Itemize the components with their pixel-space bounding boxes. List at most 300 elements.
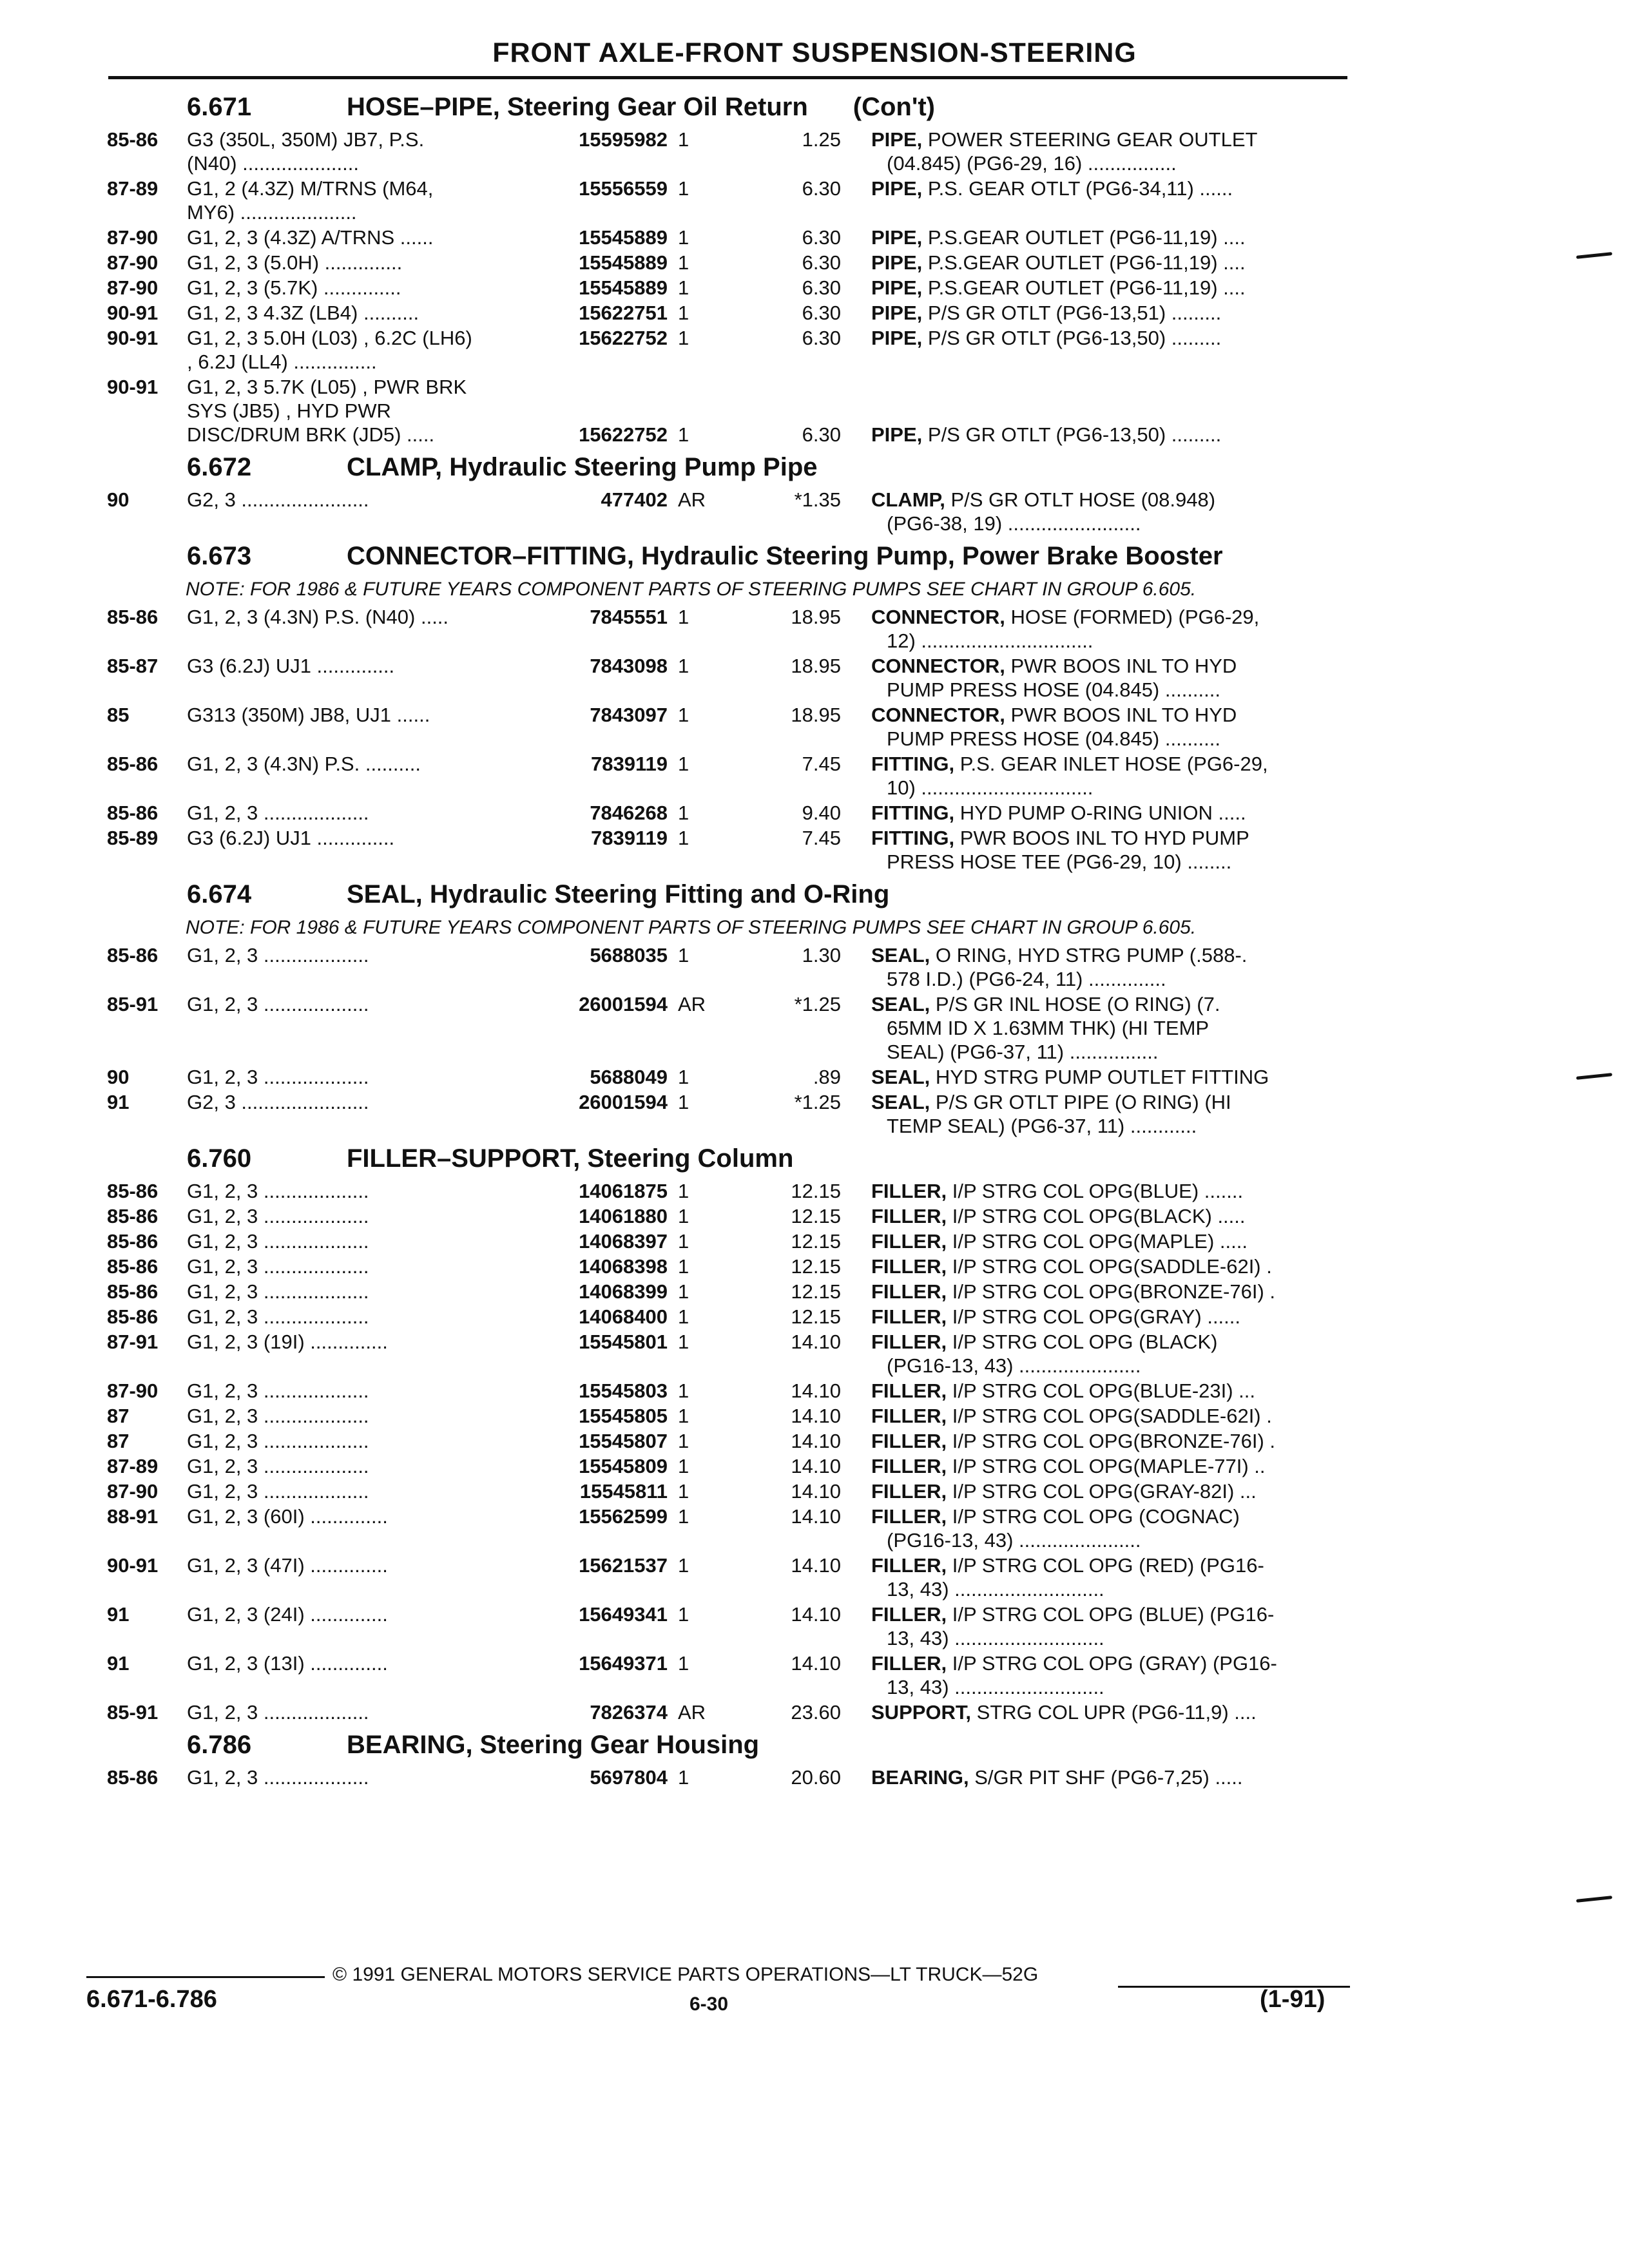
table-row [0, 1602, 1629, 1651]
application-line: G1, 2, 3 (5.0H) .............. [187, 251, 403, 274]
application [187, 1280, 535, 1303]
description-label: CLAMP, [871, 488, 945, 511]
description-line: SEAL) (PG6-37, 11) ................ [887, 1041, 1159, 1063]
section-note: NOTE: FOR 1986 & FUTURE YEARS COMPONENT PARTS OF STEERING PUMPS SEE CHART IN GROUP 6.605. [186, 579, 1197, 600]
description-text: I/P STRG COL OPG(BLACK) ..... [952, 1205, 1246, 1227]
application [187, 375, 535, 447]
table-row [0, 1765, 1629, 1791]
description-label: CONNECTOR, [871, 655, 1005, 677]
part-number: 15649371 [579, 1652, 668, 1675]
table-row [0, 826, 1629, 875]
model-years: 87-89 [107, 1455, 159, 1477]
price: 20.60 [791, 1766, 841, 1789]
description-line [871, 1379, 1345, 1403]
application [187, 1065, 535, 1089]
description-label: FILLER, [871, 1652, 947, 1675]
footer-copyright: © 1991 GENERAL MOTORS SERVICE PARTS OPERATIONS—LT TRUCK—52G [333, 1964, 1039, 1985]
description-line [871, 1700, 1345, 1724]
description-text: I/P STRG COL OPG(MAPLE-77I) .. [952, 1455, 1266, 1477]
table-row [0, 1280, 1629, 1305]
application-line: G1, 2, 3 ................... [187, 1205, 369, 1227]
description-label: FILLER, [871, 1505, 947, 1528]
description-text: P.S. GEAR OTLT (PG6-34,11) ...... [927, 177, 1233, 200]
description-line: 13, 43) ........................... [887, 1627, 1104, 1649]
footer-rule-left [86, 1976, 325, 1978]
part-number: 14061875 [579, 1180, 668, 1202]
description-label: FILLER, [871, 1255, 947, 1278]
application [187, 1454, 535, 1478]
application-line: G1, 2, 3 (47I) .............. [187, 1554, 388, 1577]
description-line [871, 801, 1345, 825]
quantity: 1 [678, 1205, 689, 1227]
section-number: 6.786 [187, 1731, 252, 1759]
description [871, 752, 1345, 800]
description-text: S/GR PIT SHF (PG6-7,25) ..... [974, 1766, 1243, 1789]
description-label: FILLER, [871, 1331, 947, 1353]
application [187, 276, 535, 300]
quantity: AR [678, 488, 706, 511]
description [871, 1429, 1345, 1453]
price: 14.10 [791, 1505, 841, 1528]
price: 14.10 [791, 1652, 841, 1675]
section-heading [0, 1139, 1629, 1179]
description-line [871, 1404, 1345, 1428]
description-line [871, 1602, 1345, 1626]
application [187, 992, 535, 1016]
quantity: 1 [678, 1066, 689, 1088]
description [871, 1229, 1345, 1253]
description-line [871, 1229, 1345, 1253]
description-label: FILLER, [871, 1180, 947, 1202]
description-line: 13, 43) ........................... [887, 1578, 1104, 1600]
application [187, 1429, 535, 1453]
model-years: 85-89 [107, 827, 159, 849]
model-years: 90 [107, 488, 130, 511]
footer-revision-date: (1-91) [1260, 1986, 1325, 2013]
model-years: 90-91 [107, 302, 159, 324]
price: 1.25 [802, 128, 841, 151]
description-text: I/P STRG COL OPG(GRAY) ...... [952, 1305, 1241, 1328]
description-label: PIPE, [871, 276, 923, 299]
application-line: G1, 2, 3 ................... [187, 802, 369, 824]
quantity: 1 [678, 1766, 689, 1789]
application-line: , 6.2J (LL4) ............... [187, 351, 377, 373]
quantity: 1 [678, 655, 689, 677]
application-line: G1, 2, 3 ................... [187, 1766, 369, 1789]
price: 14.10 [791, 1603, 841, 1626]
application-line: G1, 2, 3 ................... [187, 1305, 369, 1328]
part-number: 15545807 [579, 1430, 668, 1452]
description-text: O RING, HYD STRG PUMP (.588-. [935, 944, 1248, 966]
application [187, 1330, 535, 1354]
description-text: I/P STRG COL OPG(BLUE-23I) ... [952, 1379, 1256, 1402]
application-line: MY6) ..................... [187, 201, 357, 224]
description-line [871, 1454, 1345, 1478]
description [871, 1651, 1345, 1699]
table-row [0, 943, 1629, 992]
part-number: 14068397 [579, 1230, 668, 1253]
model-years: 85-86 [107, 128, 159, 151]
application-line: G3 (6.2J) UJ1 .............. [187, 655, 395, 677]
application [187, 1404, 535, 1428]
application-line: G1, 2, 3 ................... [187, 1280, 369, 1303]
quantity: 1 [678, 1305, 689, 1328]
application-line: G1, 2 (4.3Z) M/TRNS (M64, [187, 177, 434, 200]
table-row [0, 1479, 1629, 1504]
description-line [871, 276, 1345, 300]
model-years: 87 [107, 1430, 130, 1452]
application-line: G1, 2, 3 ................... [187, 944, 369, 966]
description-text: P/S GR OTLT HOSE (08.948) [950, 488, 1216, 511]
description [871, 423, 1345, 447]
part-number: 7843098 [590, 655, 668, 677]
description-text: HOSE (FORMED) (PG6-29, [1010, 606, 1260, 628]
application [187, 1254, 535, 1278]
price: 7.45 [802, 827, 841, 849]
model-years: 85-86 [107, 944, 159, 966]
model-years: 85-86 [107, 1280, 159, 1303]
quantity: 1 [678, 1554, 689, 1577]
price: 6.30 [802, 251, 841, 274]
table-row [0, 375, 1629, 448]
model-years: 87-90 [107, 251, 159, 274]
table-row [0, 1204, 1629, 1229]
description [871, 1090, 1345, 1138]
application-line: G1, 2, 3 ................... [187, 1066, 369, 1088]
description-text: I/P STRG COL OPG (BLUE) (PG16- [952, 1603, 1275, 1626]
description-text: P.S.GEAR OUTLET (PG6-11,19) .... [927, 251, 1246, 274]
description-text: I/P STRG COL OPG(SADDLE-62I) . [952, 1405, 1272, 1427]
application [187, 301, 535, 325]
application [187, 1602, 535, 1626]
application [187, 605, 535, 629]
quantity: 1 [678, 1230, 689, 1253]
application-line: G1, 2, 3 (4.3N) P.S. .......... [187, 753, 421, 775]
quantity: 1 [678, 1331, 689, 1353]
application [187, 752, 535, 776]
model-years: 87-90 [107, 1379, 159, 1402]
price: 14.10 [791, 1405, 841, 1427]
application [187, 826, 535, 850]
model-years: 91 [107, 1603, 130, 1626]
application [187, 1765, 535, 1789]
application [187, 1379, 535, 1403]
description-text: P.S.GEAR OUTLET (PG6-11,19) .... [927, 276, 1246, 299]
description [871, 605, 1345, 653]
description-text: I/P STRG COL OPG (BLACK) [952, 1331, 1218, 1353]
quantity: 1 [678, 944, 689, 966]
description [871, 1602, 1345, 1650]
description [871, 326, 1345, 350]
description-text: P.S.GEAR OUTLET (PG6-11,19) .... [927, 226, 1246, 249]
application-line: G1, 2, 3 5.0H (L03) , 6.2C (LH6) [187, 327, 472, 349]
table-row [0, 752, 1629, 801]
part-number: 15545889 [579, 226, 668, 249]
price: 12.15 [791, 1280, 841, 1303]
section-heading [0, 537, 1629, 577]
table-row [0, 1305, 1629, 1330]
description-line [871, 423, 1345, 447]
application-line: SYS (JB5) , HYD PWR [187, 399, 391, 422]
description-label: FILLER, [871, 1205, 947, 1227]
table-row [0, 703, 1629, 752]
description-label: FILLER, [871, 1230, 947, 1253]
application [187, 1479, 535, 1503]
table-row [0, 177, 1629, 226]
part-number: 15545889 [579, 251, 668, 274]
section-heading [0, 88, 1629, 128]
description [871, 1553, 1345, 1601]
description-line: (PG16-13, 43) ...................... [887, 1529, 1141, 1552]
application-line: G1, 2, 3 (24I) .............. [187, 1603, 388, 1626]
quantity: 1 [678, 276, 689, 299]
model-years: 85-86 [107, 1766, 159, 1789]
section-number: 6.674 [187, 880, 252, 908]
price: 6.30 [802, 276, 841, 299]
description-label: FILLER, [871, 1305, 947, 1328]
description [871, 276, 1345, 300]
price: 12.15 [791, 1180, 841, 1202]
model-years: 88-91 [107, 1505, 159, 1528]
price: 18.95 [791, 655, 841, 677]
description [871, 301, 1345, 325]
part-number: 7846268 [590, 802, 668, 824]
description-line [871, 1179, 1345, 1203]
description-line [871, 1065, 1345, 1089]
part-number: 5697804 [590, 1766, 668, 1789]
table-row [0, 251, 1629, 276]
description-text: I/P STRG COL OPG(BRONZE-76I) . [952, 1430, 1275, 1452]
description-line: PRESS HOSE TEE (PG6-29, 10) ........ [887, 850, 1232, 873]
description-text: I/P STRG COL OPG(GRAY-82I) ... [952, 1480, 1257, 1503]
section-title: CONNECTOR–FITTING, Hydraulic Steering Pump, Power Brake Booster [347, 542, 1223, 570]
model-years: 85-86 [107, 753, 159, 775]
description-label: SEAL, [871, 1066, 930, 1088]
description-line: TEMP SEAL) (PG6-37, 11) ............ [887, 1115, 1197, 1137]
table-row [0, 605, 1629, 654]
part-number: 15545801 [579, 1331, 668, 1353]
description-text: HYD STRG PUMP OUTLET FITTING [935, 1066, 1269, 1088]
application [187, 801, 535, 825]
description-text: I/P STRG COL OPG(BRONZE-76I) . [952, 1280, 1275, 1303]
quantity: AR [678, 1701, 706, 1724]
application [187, 251, 535, 274]
description-text: P/S GR OTLT (PG6-13,50) ......... [927, 327, 1222, 349]
description-label: PIPE, [871, 128, 923, 151]
application-line: G1, 2, 3 (5.7K) .............. [187, 276, 401, 299]
part-number: 477402 [601, 488, 668, 511]
table-row [0, 992, 1629, 1065]
application-line: G1, 2, 3 ................... [187, 993, 369, 1015]
part-number: 15545809 [579, 1455, 668, 1477]
part-number: 15545811 [579, 1480, 668, 1503]
table-row [0, 654, 1629, 703]
quantity: 1 [678, 423, 689, 446]
quantity: 1 [678, 128, 689, 151]
description [871, 801, 1345, 825]
description-text: STRG COL UPR (PG6-11,9) .... [976, 1701, 1257, 1724]
description-label: PIPE, [871, 226, 923, 249]
description-text: P/S GR OTLT (PG6-13,50) ......... [927, 423, 1222, 446]
section-title: FILLER–SUPPORT, Steering Column [347, 1144, 794, 1173]
table-row [0, 1179, 1629, 1204]
application [187, 1179, 535, 1203]
description-label: FILLER, [871, 1405, 947, 1427]
application-line: G1, 2, 3 ................... [187, 1255, 369, 1278]
application [187, 1553, 535, 1577]
application-line: G1, 2, 3 ................... [187, 1180, 369, 1202]
page-title: FRONT AXLE-FRONT SUSPENSION-STEERING [492, 37, 1137, 68]
model-years: 85-86 [107, 1205, 159, 1227]
application [187, 1651, 535, 1675]
description-line [871, 943, 1345, 967]
model-years: 85-86 [107, 802, 159, 824]
table-row [0, 1404, 1629, 1429]
price: 18.95 [791, 704, 841, 726]
application-line: G1, 2, 3 (19I) .............. [187, 1331, 388, 1353]
quantity: 1 [678, 226, 689, 249]
part-number: 14068400 [579, 1305, 668, 1328]
model-years: 85-86 [107, 1180, 159, 1202]
model-years: 87-89 [107, 177, 159, 200]
quantity: 1 [678, 251, 689, 274]
description-label: FILLER, [871, 1554, 947, 1577]
application-line: G1, 2, 3 5.7K (L05) , PWR BRK [187, 376, 467, 398]
application [187, 1305, 535, 1329]
part-number: 7839119 [591, 753, 668, 775]
description [871, 992, 1345, 1064]
table-row [0, 1065, 1629, 1090]
application [187, 654, 535, 678]
part-number: 15621537 [579, 1554, 668, 1577]
part-number: 15622752 [579, 327, 668, 349]
price: 6.30 [802, 302, 841, 324]
price: *1.25 [794, 993, 841, 1015]
quantity: 1 [678, 1405, 689, 1427]
price: .89 [813, 1066, 841, 1088]
table-row [0, 1700, 1629, 1725]
part-number: 5688035 [590, 944, 668, 966]
description-text: P.S. GEAR INLET HOSE (PG6-29, [959, 753, 1268, 775]
description-line: 578 I.D.) (PG6-24, 11) .............. [887, 968, 1166, 990]
application [187, 1204, 535, 1228]
model-years: 85-91 [107, 1701, 159, 1724]
description [871, 1280, 1345, 1303]
description-label: FILLER, [871, 1603, 947, 1626]
description-text: P/S GR INL HOSE (O RING) (7. [935, 993, 1220, 1015]
model-years: 85-86 [107, 606, 159, 628]
description-text: PWR BOOS INL TO HYD [1010, 704, 1237, 726]
section-note: NOTE: FOR 1986 & FUTURE YEARS COMPONENT PARTS OF STEERING PUMPS SEE CHART IN GROUP 6.605. [186, 917, 1197, 938]
description [871, 1479, 1345, 1503]
price: 14.10 [791, 1379, 841, 1402]
part-number: 15545889 [579, 276, 668, 299]
application [187, 226, 535, 249]
description [871, 488, 1345, 535]
description-label: PIPE, [871, 177, 923, 200]
quantity: 1 [678, 1091, 689, 1113]
table-row [0, 226, 1629, 251]
description-text: I/P STRG COL OPG (GRAY) (PG16- [952, 1652, 1277, 1675]
quantity: 1 [678, 1652, 689, 1675]
description-text: P/S GR OTLT PIPE (O RING) (HI [935, 1091, 1231, 1113]
description [871, 1765, 1345, 1789]
quantity: 1 [678, 1430, 689, 1452]
footer-page-number: 6-30 [689, 1994, 729, 2015]
description-line [871, 1765, 1345, 1789]
application [187, 943, 535, 967]
price: 6.30 [802, 226, 841, 249]
price: 14.10 [791, 1480, 841, 1503]
application-line: G1, 2, 3 ................... [187, 1379, 369, 1402]
description-line: 65MM ID X 1.63MM THK) (HI TEMP [887, 1017, 1210, 1039]
description-line [871, 1330, 1345, 1354]
description-line [871, 703, 1345, 727]
table-row [0, 1651, 1629, 1700]
table-row [0, 1504, 1629, 1553]
model-years: 90 [107, 1066, 130, 1088]
part-number: 15562599 [579, 1505, 668, 1528]
price: 6.30 [802, 327, 841, 349]
application [187, 488, 535, 512]
quantity: 1 [678, 1379, 689, 1402]
description-label: SUPPORT, [871, 1701, 972, 1724]
model-years: 85-86 [107, 1255, 159, 1278]
quantity: 1 [678, 606, 689, 628]
price: 9.40 [802, 802, 841, 824]
quantity: 1 [678, 327, 689, 349]
table-row [0, 1229, 1629, 1254]
description [871, 1065, 1345, 1089]
application-line: G1, 2, 3 ................... [187, 1701, 369, 1724]
table-row [0, 128, 1629, 177]
description-line [871, 226, 1345, 249]
description-line [871, 1280, 1345, 1303]
description-label: BEARING, [871, 1766, 969, 1789]
part-number: 15556559 [579, 177, 668, 200]
price: 18.95 [791, 606, 841, 628]
application-line: G1, 2, 3 ................... [187, 1230, 369, 1253]
description [871, 1179, 1345, 1203]
quantity: AR [678, 993, 706, 1015]
part-number: 7843097 [590, 704, 668, 726]
part-number: 14068398 [579, 1255, 668, 1278]
application-line: G1, 2, 3 ................... [187, 1430, 369, 1452]
footer-section-range: 6.671-6.786 [86, 1986, 217, 2013]
application [187, 1700, 535, 1724]
application-line: G2, 3 ....................... [187, 1091, 369, 1113]
description-line [871, 1204, 1345, 1228]
description-line [871, 1305, 1345, 1329]
table-row [0, 488, 1629, 537]
description-line [871, 1553, 1345, 1577]
price: *1.25 [794, 1091, 841, 1113]
description-line [871, 992, 1345, 1016]
section-heading [0, 875, 1629, 915]
description-line [871, 177, 1345, 200]
price: *1.35 [794, 488, 841, 511]
quantity: 1 [678, 1280, 689, 1303]
section-title: SEAL, Hydraulic Steering Fitting and O-Ring [347, 880, 890, 908]
description [871, 226, 1345, 249]
part-number: 5688049 [590, 1066, 668, 1088]
description [871, 1204, 1345, 1228]
model-years: 87-90 [107, 1480, 159, 1503]
quantity: 1 [678, 1455, 689, 1477]
description [871, 943, 1345, 991]
application [187, 703, 535, 727]
model-years: 91 [107, 1652, 130, 1675]
